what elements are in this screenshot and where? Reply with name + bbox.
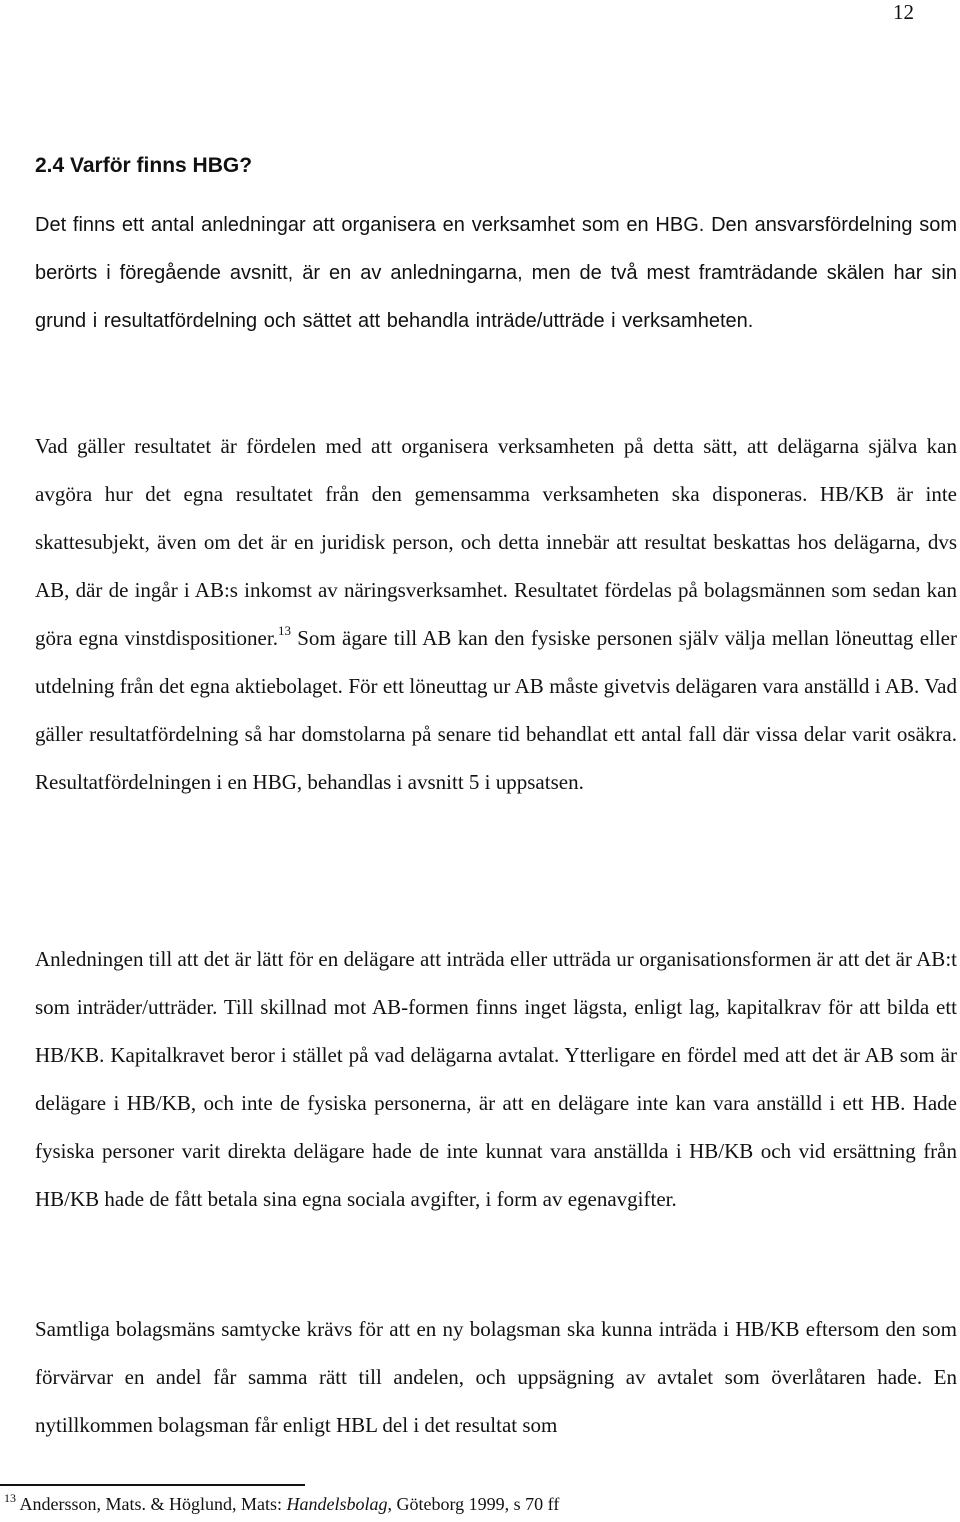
paragraph-partner-consent: Samtliga bolagsmäns samtycke krävs för att en ny bolagsman ska kunna inträda i HB/KB eftersom den som förvärvar en andel får samma rätt till andelen, och uppsägning av avtalet som överlåtaren hade. En nytillkommen bolagsman får enligt HBL del i det resultat som [35, 1317, 957, 1437]
footnote-details: , Göteborg 1999, s 70 ff [387, 1494, 560, 1514]
paragraph-text: Som ägare till AB kan den fysiske personen själv välja mellan löneuttag eller utdelning från det egna aktiebolaget. För ett löneuttag ur AB måste givetvis delägaren vara anställd i AB. Vad gäller resultatfördelning så har domstolarna på senare tid behandlat ett antal fall där vissa delar varit osäkra. Resultatfördelningen i en HBG, behandlas i avsnitt 5 i uppsatsen. [35, 626, 957, 794]
footnote-number: 13 [4, 1491, 16, 1505]
footnote-title: Handelsbolag [286, 1494, 388, 1514]
footnote [4, 1491, 560, 1515]
paragraph-entry-exit: Anledningen till att det är lätt för en delägare att inträda eller utträda ur organisationsformen är att det är AB:t som inträder/utträder. Till skillnad mot AB-formen finns inget lägsta, enligt lag, kapitalkrav för att bilda ett HB/KB. Kapitalkravet beror i stället på vad delägarna avtalat. Ytterligare en fördel med att det är AB som är delägare i HB/KB, och inte de fysiska personerna, är att en delägare inte kan vara anställd i ett HB. Hade fysiska personer varit direkta delägare hade de inte kunnat vara anställda i HB/KB och vid ersättning från HB/KB hade de fått betala sina egna sociala avgifter, i form av egenavgifter. [35, 947, 957, 1211]
paragraph-text: Vad gäller resultatet är fördelen med att organisera verksamheten på detta sätt, att delägarna själva kan avgöra hur det egna resultatet från den gemensamma verksamheten ska disponeras. HB/KB är inte skattesubjekt, även om det är en juridisk person, och detta innebär att resultat beskattas hos delägarna, dvs AB, där de ingår i AB:s inkomst av näringsverksamhet. Resultatet fördelas på bolagsmännen som sedan kan göra egna vinstdispositioner. [35, 434, 957, 650]
section-heading: 2.4 Varför finns HBG? [35, 154, 253, 177]
paragraph-result-distribution [35, 422, 957, 806]
footnote-authors: Andersson, Mats. & Höglund, Mats: [19, 1494, 287, 1514]
page-number: 12 [893, 0, 914, 24]
footnote-divider [0, 1484, 305, 1486]
footnote-reference[interactable]: 13 [277, 623, 291, 638]
paragraph-intro: Det finns ett antal anledningar att organisera en verksamhet som en HBG. Den ansvarsfördelning som berörts i föregående avsnitt, är en av anledningarna, men de två mest framträdande skälen har sin grund i resultatfördelning och sättet att behandla inträde/utträde i verksamheten. [35, 214, 957, 332]
